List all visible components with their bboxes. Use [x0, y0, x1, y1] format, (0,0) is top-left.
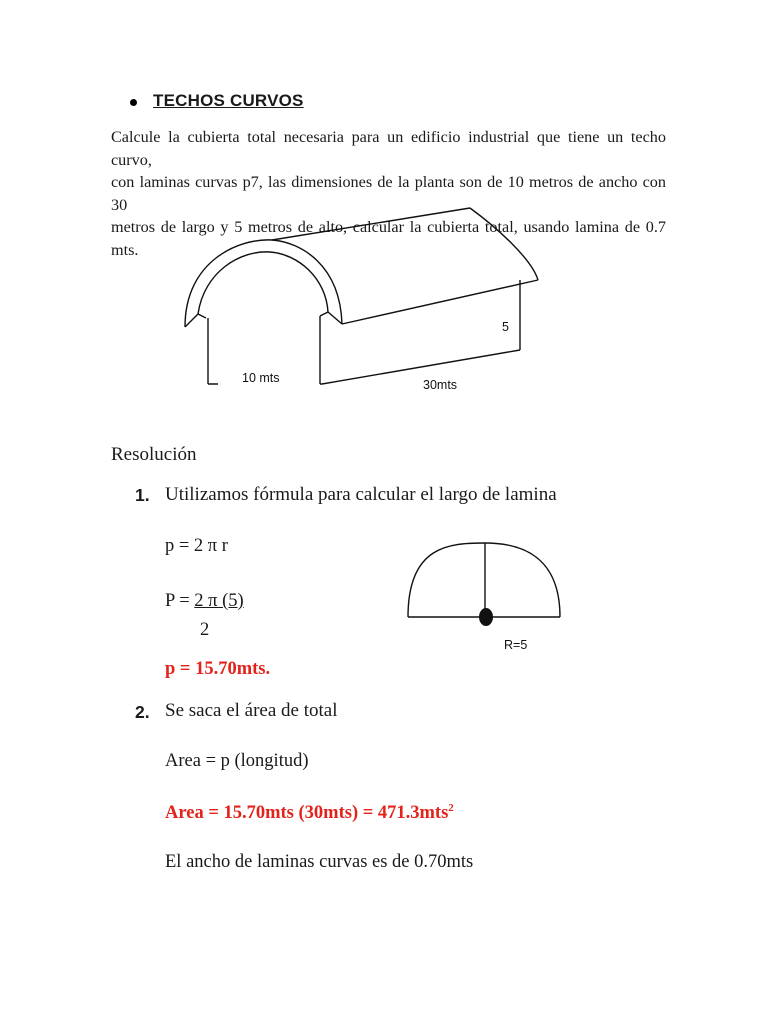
step-1-text: Utilizamos fórmula para calcular el largo de lamina	[165, 484, 557, 505]
wall-base-line	[322, 350, 520, 384]
semicircle-radius-diagram	[400, 535, 570, 655]
formula-perimeter: p = 2 π r	[165, 536, 228, 556]
result-area-superscript: 2	[448, 802, 454, 814]
label-height: 5	[502, 320, 509, 334]
label-width: 10 mts	[242, 371, 280, 385]
bullet-icon	[130, 99, 137, 106]
step-2-number: 2.	[135, 702, 150, 722]
result-area	[165, 802, 454, 824]
formula-denominator: 2	[200, 620, 210, 640]
section-heading: TECHOS CURVOS	[153, 91, 304, 110]
formula-numerator: 2 π (5)	[194, 591, 244, 611]
step-1-number: 1.	[135, 485, 150, 505]
formula-half-perimeter	[165, 591, 244, 612]
label-radius: R=5	[504, 638, 528, 652]
label-length: 30mts	[423, 378, 458, 392]
step-2-text: Se saca el área de total	[165, 700, 338, 721]
sheet-width-note: El ancho de laminas curvas es de 0.70mts	[165, 852, 474, 872]
roof-far-end	[470, 208, 538, 280]
intro-line-3: metros de largo y 5 metros de alto, calcular la cubierta total, usando lamina de 0.7 mts.	[111, 218, 666, 259]
formula-area: Area = p (longitud)	[165, 751, 309, 771]
resolution-title: Resolución	[111, 444, 197, 465]
result-perimeter: p = 15.70mts.	[165, 659, 271, 679]
result-area-text: Area = 15.70mts (30mts) = 471.3mts	[165, 803, 449, 824]
curved-roof-building-diagram	[180, 200, 550, 400]
intro-line-2: con laminas curvas p7, las dimensiones de la planta son de 10 metros de ancho con 30	[111, 173, 666, 214]
roof-arch-inner	[198, 252, 328, 314]
roof-eave-line	[342, 280, 538, 324]
semicircle-arc	[408, 543, 560, 617]
center-point	[479, 608, 493, 626]
formula-lhs: P =	[165, 591, 195, 611]
intro-line-1: Calcule la cubierta total necesaria para un edificio industrial que tiene un techo curvo,	[111, 128, 666, 169]
roof-ridge-line	[272, 208, 470, 240]
